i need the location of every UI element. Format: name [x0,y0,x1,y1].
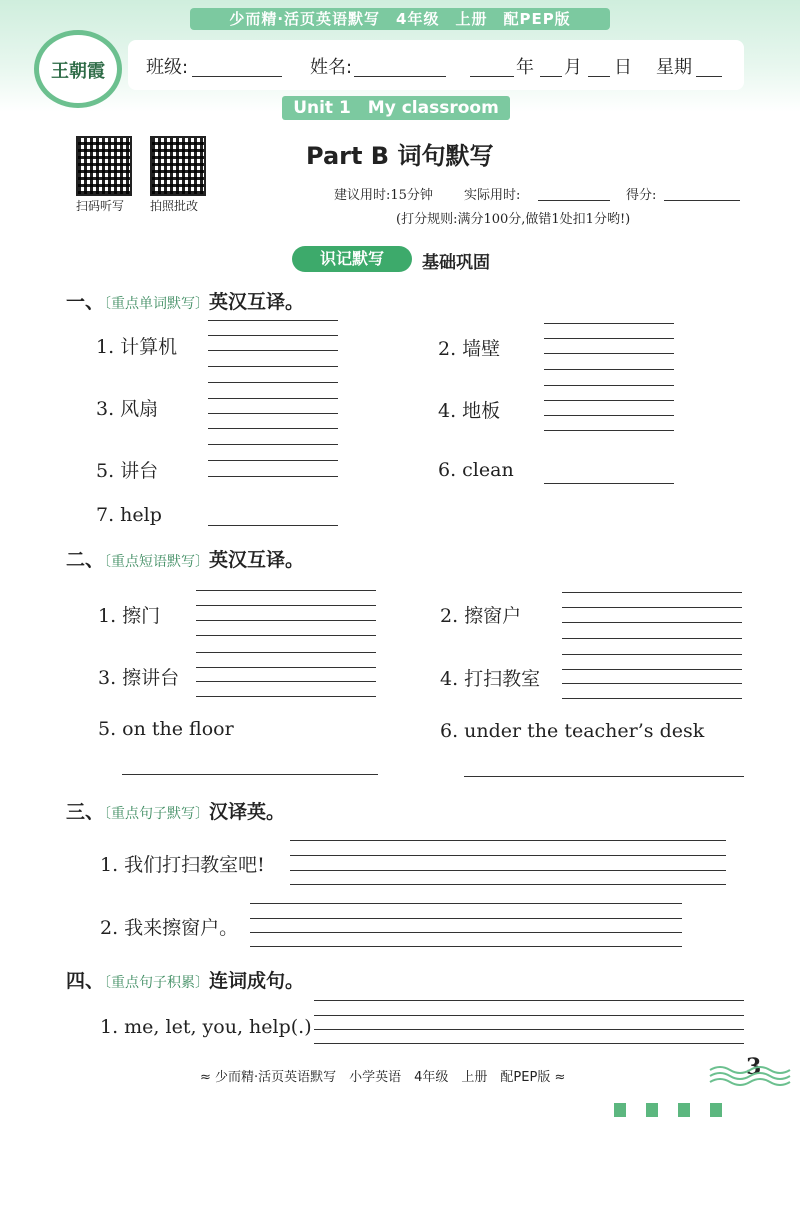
section-number: 二、 [66,549,105,571]
answer-line[interactable] [250,946,682,947]
day-field[interactable] [588,76,610,77]
section-4-heading [66,966,304,993]
score-label: 得分: [626,188,657,203]
brand-logo [34,30,122,108]
page-number: 3 [746,1054,762,1080]
question-item: 4. 地板 [438,400,501,422]
logo-text: 王朝霞 [51,61,105,82]
answer-line[interactable] [562,698,742,699]
section-tag: 〔重点单词默写〕 [104,296,210,312]
answer-line[interactable] [562,592,742,593]
section-task: 连词成句。 [209,970,305,992]
suggested-time: 建议用时:15分钟 [334,188,433,203]
qr-code-listen[interactable] [76,136,132,196]
answer-line[interactable] [122,774,378,775]
question-item: 6. clean [438,459,514,481]
class-label: 班级: [146,57,189,78]
question-item: 4. 打扫教室 [440,668,541,690]
question-item: 3. 擦讲台 [98,667,180,689]
page-title: Part B 词句默写 [306,142,494,170]
answer-line[interactable] [562,622,742,623]
answer-line[interactable] [196,605,376,606]
answer-line[interactable] [208,460,338,461]
section-1-heading [66,287,304,314]
question-item: 2. 擦窗户 [440,605,522,627]
binding-mark [614,1103,626,1117]
weekday-field[interactable] [696,76,722,77]
binding-mark [710,1103,722,1117]
class-field[interactable] [192,76,282,77]
memorize-pill: 识记默写 [292,246,412,272]
answer-line[interactable] [464,776,744,777]
score-field[interactable] [664,200,740,201]
section-tag: 〔重点短语默写〕 [104,554,210,570]
actual-time-field[interactable] [538,200,610,201]
answer-line[interactable] [208,398,338,399]
answer-line[interactable] [314,1015,744,1016]
question-item: 3. 风扇 [96,398,159,420]
year-label: 年 [516,57,534,78]
banner-text: 基础巩固 [422,253,490,273]
answer-line[interactable] [562,607,742,608]
question-item: 5. on the floor [98,718,234,740]
question-item: 1. 擦门 [98,605,161,627]
answer-line[interactable] [290,884,726,885]
answer-line[interactable] [208,476,338,477]
student-info-box [128,40,744,90]
answer-line[interactable] [544,369,674,370]
answer-line[interactable] [544,400,674,401]
answer-line[interactable] [544,385,674,386]
qr-label-grade: 拍照批改 [150,199,199,213]
answer-line[interactable] [250,903,682,904]
section-number: 一、 [66,291,105,313]
answer-line[interactable] [544,430,674,431]
answer-line[interactable] [250,932,682,933]
month-label: 月 [564,57,582,78]
unit-title: Unit 1 My classroom [282,96,510,120]
question-item: 2. 我来擦窗户。 [100,917,239,939]
actual-time-label: 实际用时: [464,188,521,203]
binding-mark [646,1103,658,1117]
answer-line[interactable] [314,1000,744,1001]
year-field[interactable] [470,76,514,77]
qr-code-grade[interactable] [150,136,206,196]
question-item: 2. 墙壁 [438,338,501,360]
section-number: 三、 [66,801,105,823]
answer-line[interactable] [290,840,726,841]
wave-decoration-icon [708,1064,792,1086]
answer-line[interactable] [196,590,376,591]
answer-line[interactable] [196,667,376,668]
answer-line[interactable] [314,1029,744,1030]
name-label: 姓名: [310,57,353,78]
answer-line[interactable] [314,1043,744,1044]
question-item: 6. under the teacher’s desk [440,720,705,742]
answer-line[interactable] [562,683,742,684]
answer-line[interactable] [208,428,338,429]
section-tag: 〔重点句子默写〕 [104,806,210,822]
answer-line[interactable] [208,525,338,526]
question-item: 1. me, let, you, help(.) [100,1016,312,1038]
answer-line[interactable] [208,335,338,336]
answer-line[interactable] [250,918,682,919]
answer-line[interactable] [208,382,338,383]
section-2-heading [66,545,304,572]
answer-line[interactable] [544,338,674,339]
section-task: 英汉互译。 [209,549,305,571]
answer-line[interactable] [544,323,674,324]
day-label: 日 [614,57,632,78]
answer-line[interactable] [196,620,376,621]
answer-line[interactable] [208,320,338,321]
answer-line[interactable] [290,855,726,856]
answer-line[interactable] [196,652,376,653]
page-footer: ≈ 少而精·活页英语默写 小学英语 4年级 上册 配PEP版 ≈ [200,1070,566,1085]
qr-label-listen: 扫码听写 [76,199,125,213]
month-field[interactable] [540,76,562,77]
section-task: 英汉互译。 [209,291,305,313]
answer-line[interactable] [544,353,674,354]
question-item: 7. help [96,504,162,526]
section-task: 汉译英。 [209,801,286,823]
answer-line[interactable] [196,635,376,636]
answer-line[interactable] [208,366,338,367]
scoring-rule: (打分规则:满分100分,做错1处扣1分哟!) [396,212,631,227]
name-field[interactable] [354,76,446,77]
answer-line[interactable] [544,483,674,484]
answer-line[interactable] [196,681,376,682]
series-title: 少而精·活页英语默写 4年级 上册 配PEP版 [190,8,610,30]
answer-line[interactable] [544,415,674,416]
answer-line[interactable] [562,654,742,655]
weekday-label: 星期 [656,57,692,78]
answer-line[interactable] [208,413,338,414]
answer-line[interactable] [208,350,338,351]
section-3-heading [66,797,285,824]
answer-line[interactable] [196,696,376,697]
answer-line[interactable] [562,669,742,670]
answer-line[interactable] [562,638,742,639]
section-number: 四、 [66,970,105,992]
question-item: 5. 讲台 [96,460,159,482]
answer-line[interactable] [290,870,726,871]
answer-line[interactable] [208,444,338,445]
question-item: 1. 我们打扫教室吧! [100,854,265,876]
section-tag: 〔重点句子积累〕 [104,975,210,991]
question-item: 1. 计算机 [96,336,178,358]
binding-mark [678,1103,690,1117]
